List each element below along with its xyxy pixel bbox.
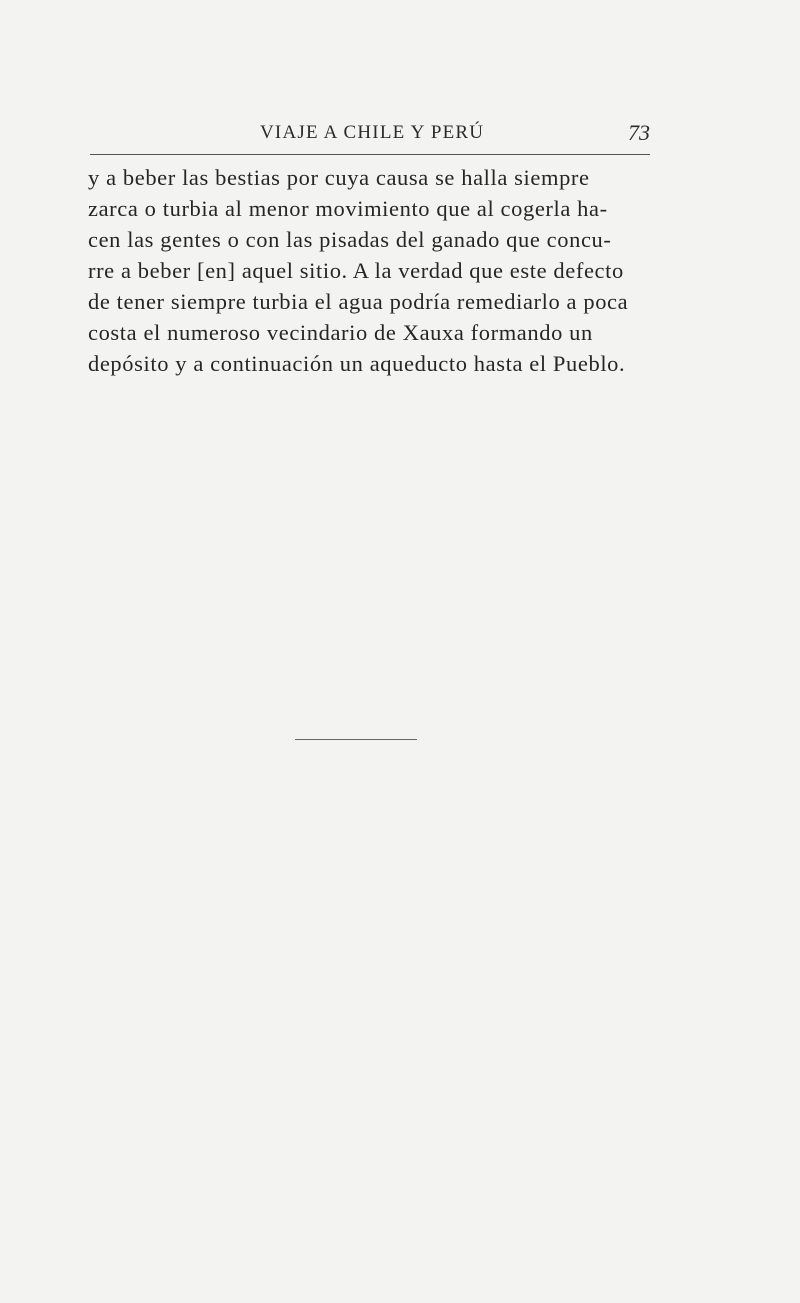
header-rule (90, 154, 650, 155)
text-line: depósito y a continuación un aqueducto hasta el Pueblo. (88, 351, 626, 376)
section-end-rule (295, 739, 417, 740)
running-title: VIAJE A CHILE Y PERÚ (260, 122, 485, 143)
body-paragraph (88, 162, 668, 379)
text-line: zarca o turbia al menor movimiento que al cogerla ha- (88, 196, 608, 221)
running-head (90, 122, 650, 154)
text-line: cen las gentes o con las pisadas del ganado que concu- (88, 227, 612, 252)
page-number: 73 (628, 120, 650, 145)
text-line: costa el numeroso vecindario de Xauxa formando un (88, 320, 593, 345)
text-line: y a beber las bestias por cuya causa se halla siempre (88, 165, 590, 190)
text-line: de tener siempre turbia el agua podría remediarlo a poca (88, 289, 629, 314)
text-line: rre a beber [en] aquel sitio. A la verdad que este defecto (88, 258, 624, 283)
